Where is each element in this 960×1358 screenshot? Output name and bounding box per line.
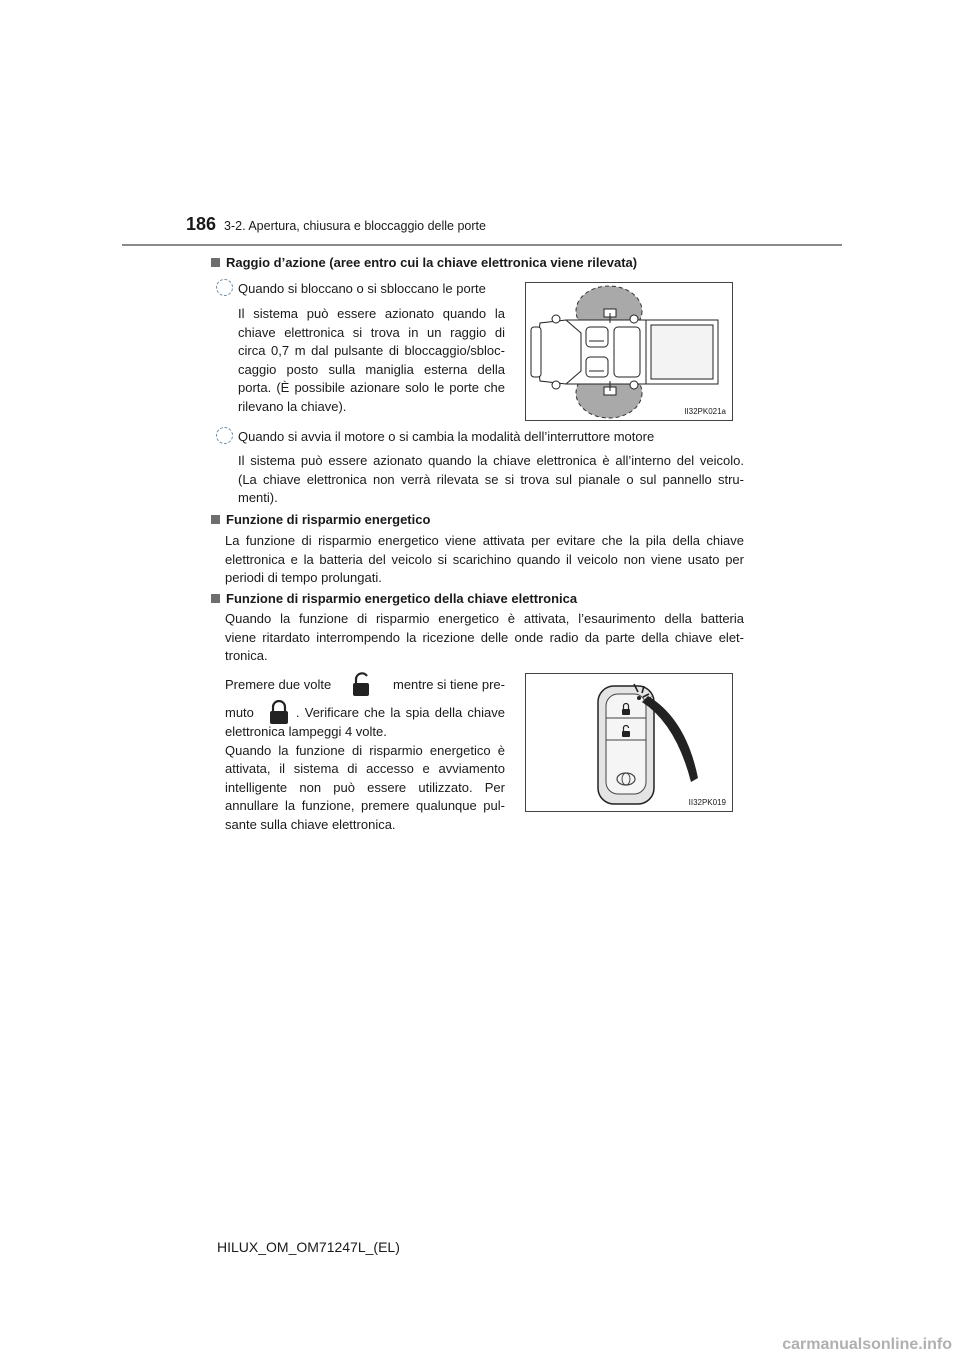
text-line: elettronica e la batteria del veicolo si scarichino quando il veicolo non viene usato per: [225, 551, 744, 567]
saving-paragraph: [225, 532, 744, 588]
page-number: 186: [186, 214, 217, 234]
vehicle-body: [531, 309, 718, 395]
text-line: attivata, il sistema di accesso e avviamento: [225, 761, 505, 776]
text-line: Il sistema può essere azionato quando la chiave elettronica è all’interno del veicolo.: [238, 453, 744, 468]
key-saving-rest-paragraph: [225, 723, 505, 834]
section-title: 3-2. Apertura, chiusura e bloccaggio delle porte: [224, 219, 486, 233]
text-line: Quando la funzione di risparmio energetico è attivata, l’esaurimento della batteria: [225, 611, 744, 626]
text-line: caggio posto sulla maniglia esterna della: [238, 361, 505, 377]
heading-saving-text: Funzione di risparmio energetico: [226, 512, 431, 527]
heading-key-saving: [211, 591, 577, 606]
doors-paragraph: [238, 305, 505, 416]
text-line: muto: [225, 704, 254, 720]
dashed-circle-icon: [216, 279, 233, 296]
text-line: mentre si tiene pre-: [392, 676, 505, 692]
subheading-doors: Quando si bloccano o si sbloccano le porte: [238, 281, 486, 296]
text-line: annullare la funzione, premere qualunque pul-: [225, 798, 505, 813]
figure-code: II32PK019: [688, 798, 726, 807]
text-line: periodi di tempo prolungati.: [225, 570, 382, 585]
text-line: La funzione di risparmio energetico viene attivata per evitare che la pila della chiave: [225, 533, 744, 548]
key-saving-paragraph: [225, 610, 744, 666]
subheading-engine: Quando si avvia il motore o si cambia la modalità dell’interruttore motore: [238, 429, 655, 444]
text-line: intelligente non può essere utilizzato. Per: [225, 779, 505, 795]
text-line: tronica.: [225, 648, 268, 663]
text-line: . Verificare che la spia della chiave: [295, 704, 505, 720]
heading-range-text: Raggio d’azione (aree entro cui la chiave elettronica viene rilevata): [226, 255, 638, 270]
vehicle-top-view-illustration: [526, 283, 732, 420]
electronic-key-illustration: [526, 674, 732, 811]
watermark: carmanualsonline.info: [782, 1336, 952, 1353]
text-line: rilevano la chiave).: [238, 398, 347, 414]
text-line: circa 0,7 m dal pulsante di bloccaggio/sbloc-: [238, 343, 505, 358]
text-line: porta. (È possibile azionare solo le porte che: [238, 380, 505, 395]
bullet-square-icon: [211, 594, 220, 603]
figure-code: II32PK021a: [684, 407, 726, 416]
heading-key-saving-text: Funzione di risparmio energetico della chiave elettronica: [226, 591, 578, 606]
heading-saving: [211, 512, 430, 527]
header-rule: [122, 244, 842, 246]
engine-paragraph: [238, 452, 744, 508]
text-line: viene ritardato interrompendo la ricezione delle onde radio da parte della chiave elet-: [225, 629, 744, 645]
bullet-square-icon: [211, 258, 220, 267]
heading-range: [211, 255, 637, 270]
text-line: Premere due volte: [225, 676, 332, 692]
figure-vehicle-range: [525, 282, 733, 421]
text-line: chiave elettronica si trova in un raggio di: [238, 324, 505, 340]
press-line-1: [225, 672, 505, 698]
text-line: menti).: [238, 490, 278, 505]
text-line: (La chiave elettronica non verrà rilevata se si trova sul pianale o sul pannello stru-: [238, 471, 744, 487]
text-line: Il sistema può essere azionato quando la: [238, 306, 505, 321]
dashed-circle-icon: [216, 427, 233, 444]
text-line: Quando la funzione di risparmio energetico è: [225, 742, 505, 758]
text-line: elettronica lampeggi 4 volte.: [225, 724, 387, 739]
figure-electronic-key: [525, 673, 733, 812]
bullet-square-icon: [211, 515, 220, 524]
unlock-padlock-icon: [351, 672, 373, 698]
text-line: sante sulla chiave elettronica.: [225, 816, 396, 832]
doc-code: HILUX_OM_OM71247L_(EL): [217, 1239, 400, 1255]
